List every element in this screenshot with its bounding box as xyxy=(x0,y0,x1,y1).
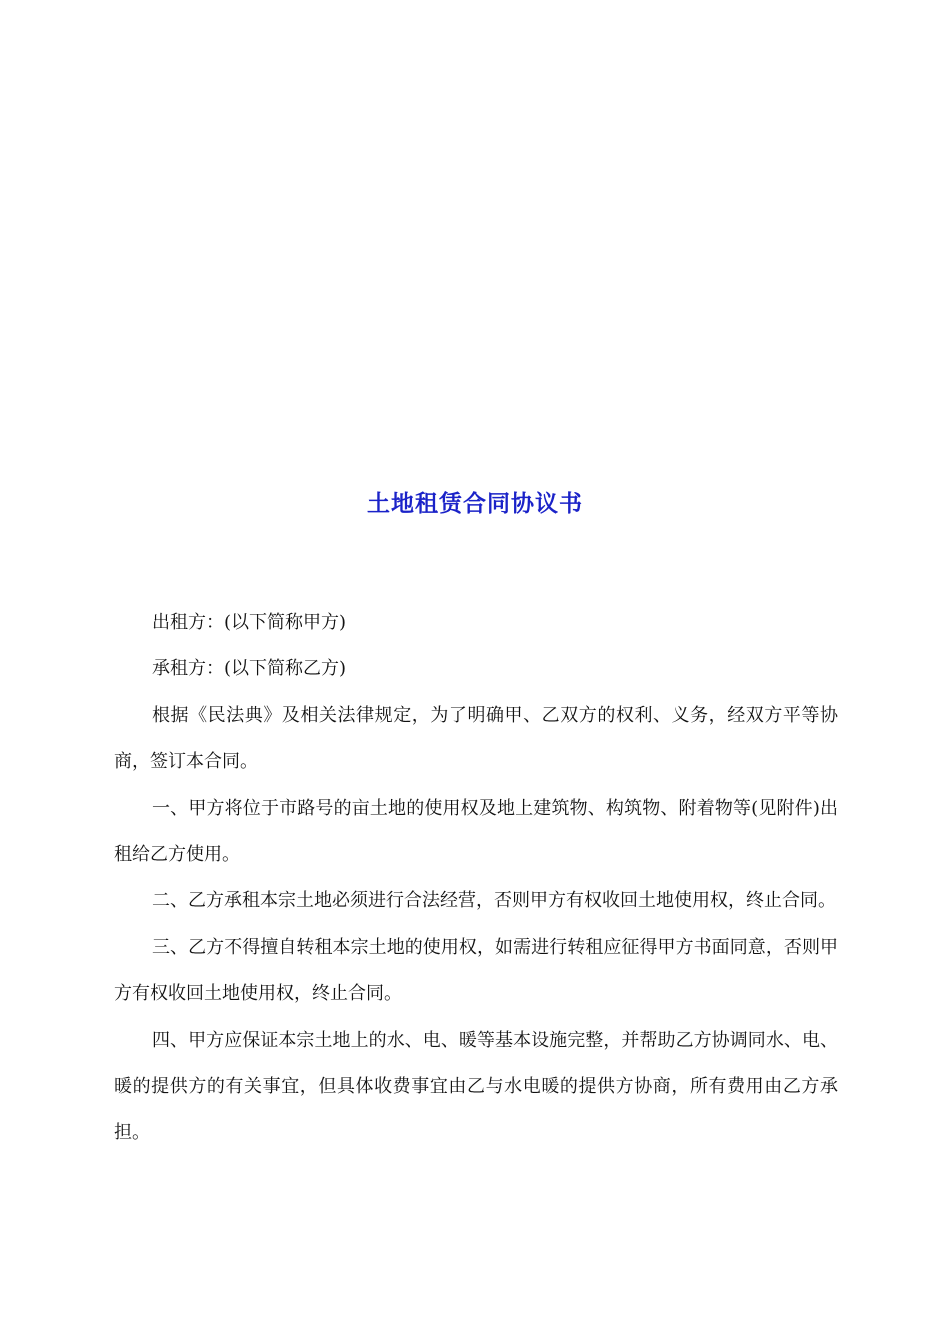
document-body xyxy=(114,600,838,1157)
paragraph-clause-2: 二、乙方承租本宗土地必须进行合法经营，否则甲方有权收回土地使用权，终止合同。 xyxy=(152,890,836,912)
document-title: 土地租赁合同协议书 xyxy=(367,490,583,517)
paragraph-preamble: 根据《民法典》及相关法律规定，为了明确甲、乙双方的权利、义务，经双方平等协商，签订本合同。 xyxy=(114,704,838,773)
paragraph-lessee: 承租方：(以下简称乙方) xyxy=(152,658,347,680)
paragraph-clause-4: 四、甲方应保证本宗土地上的水、电、暖等基本设施完整，并帮助乙方协调同水、电、暖的提供方的有关事宜，但具体收费事宜由乙与水电暖的提供方协商，所有费用由乙方承担。 xyxy=(114,1029,838,1144)
paragraph-clause-3: 三、乙方不得擅自转租本宗土地的使用权，如需进行转租应征得甲方书面同意，否则甲方有权收回土地使用权，终止合同。 xyxy=(114,936,838,1005)
paragraph-lessor: 出租方：(以下简称甲方) xyxy=(152,612,347,633)
paragraph-clause-1: 一、甲方将位于市路号的亩土地的使用权及地上建筑物、构筑物、附着物等(见附件)出租给乙方使用。 xyxy=(114,797,838,866)
